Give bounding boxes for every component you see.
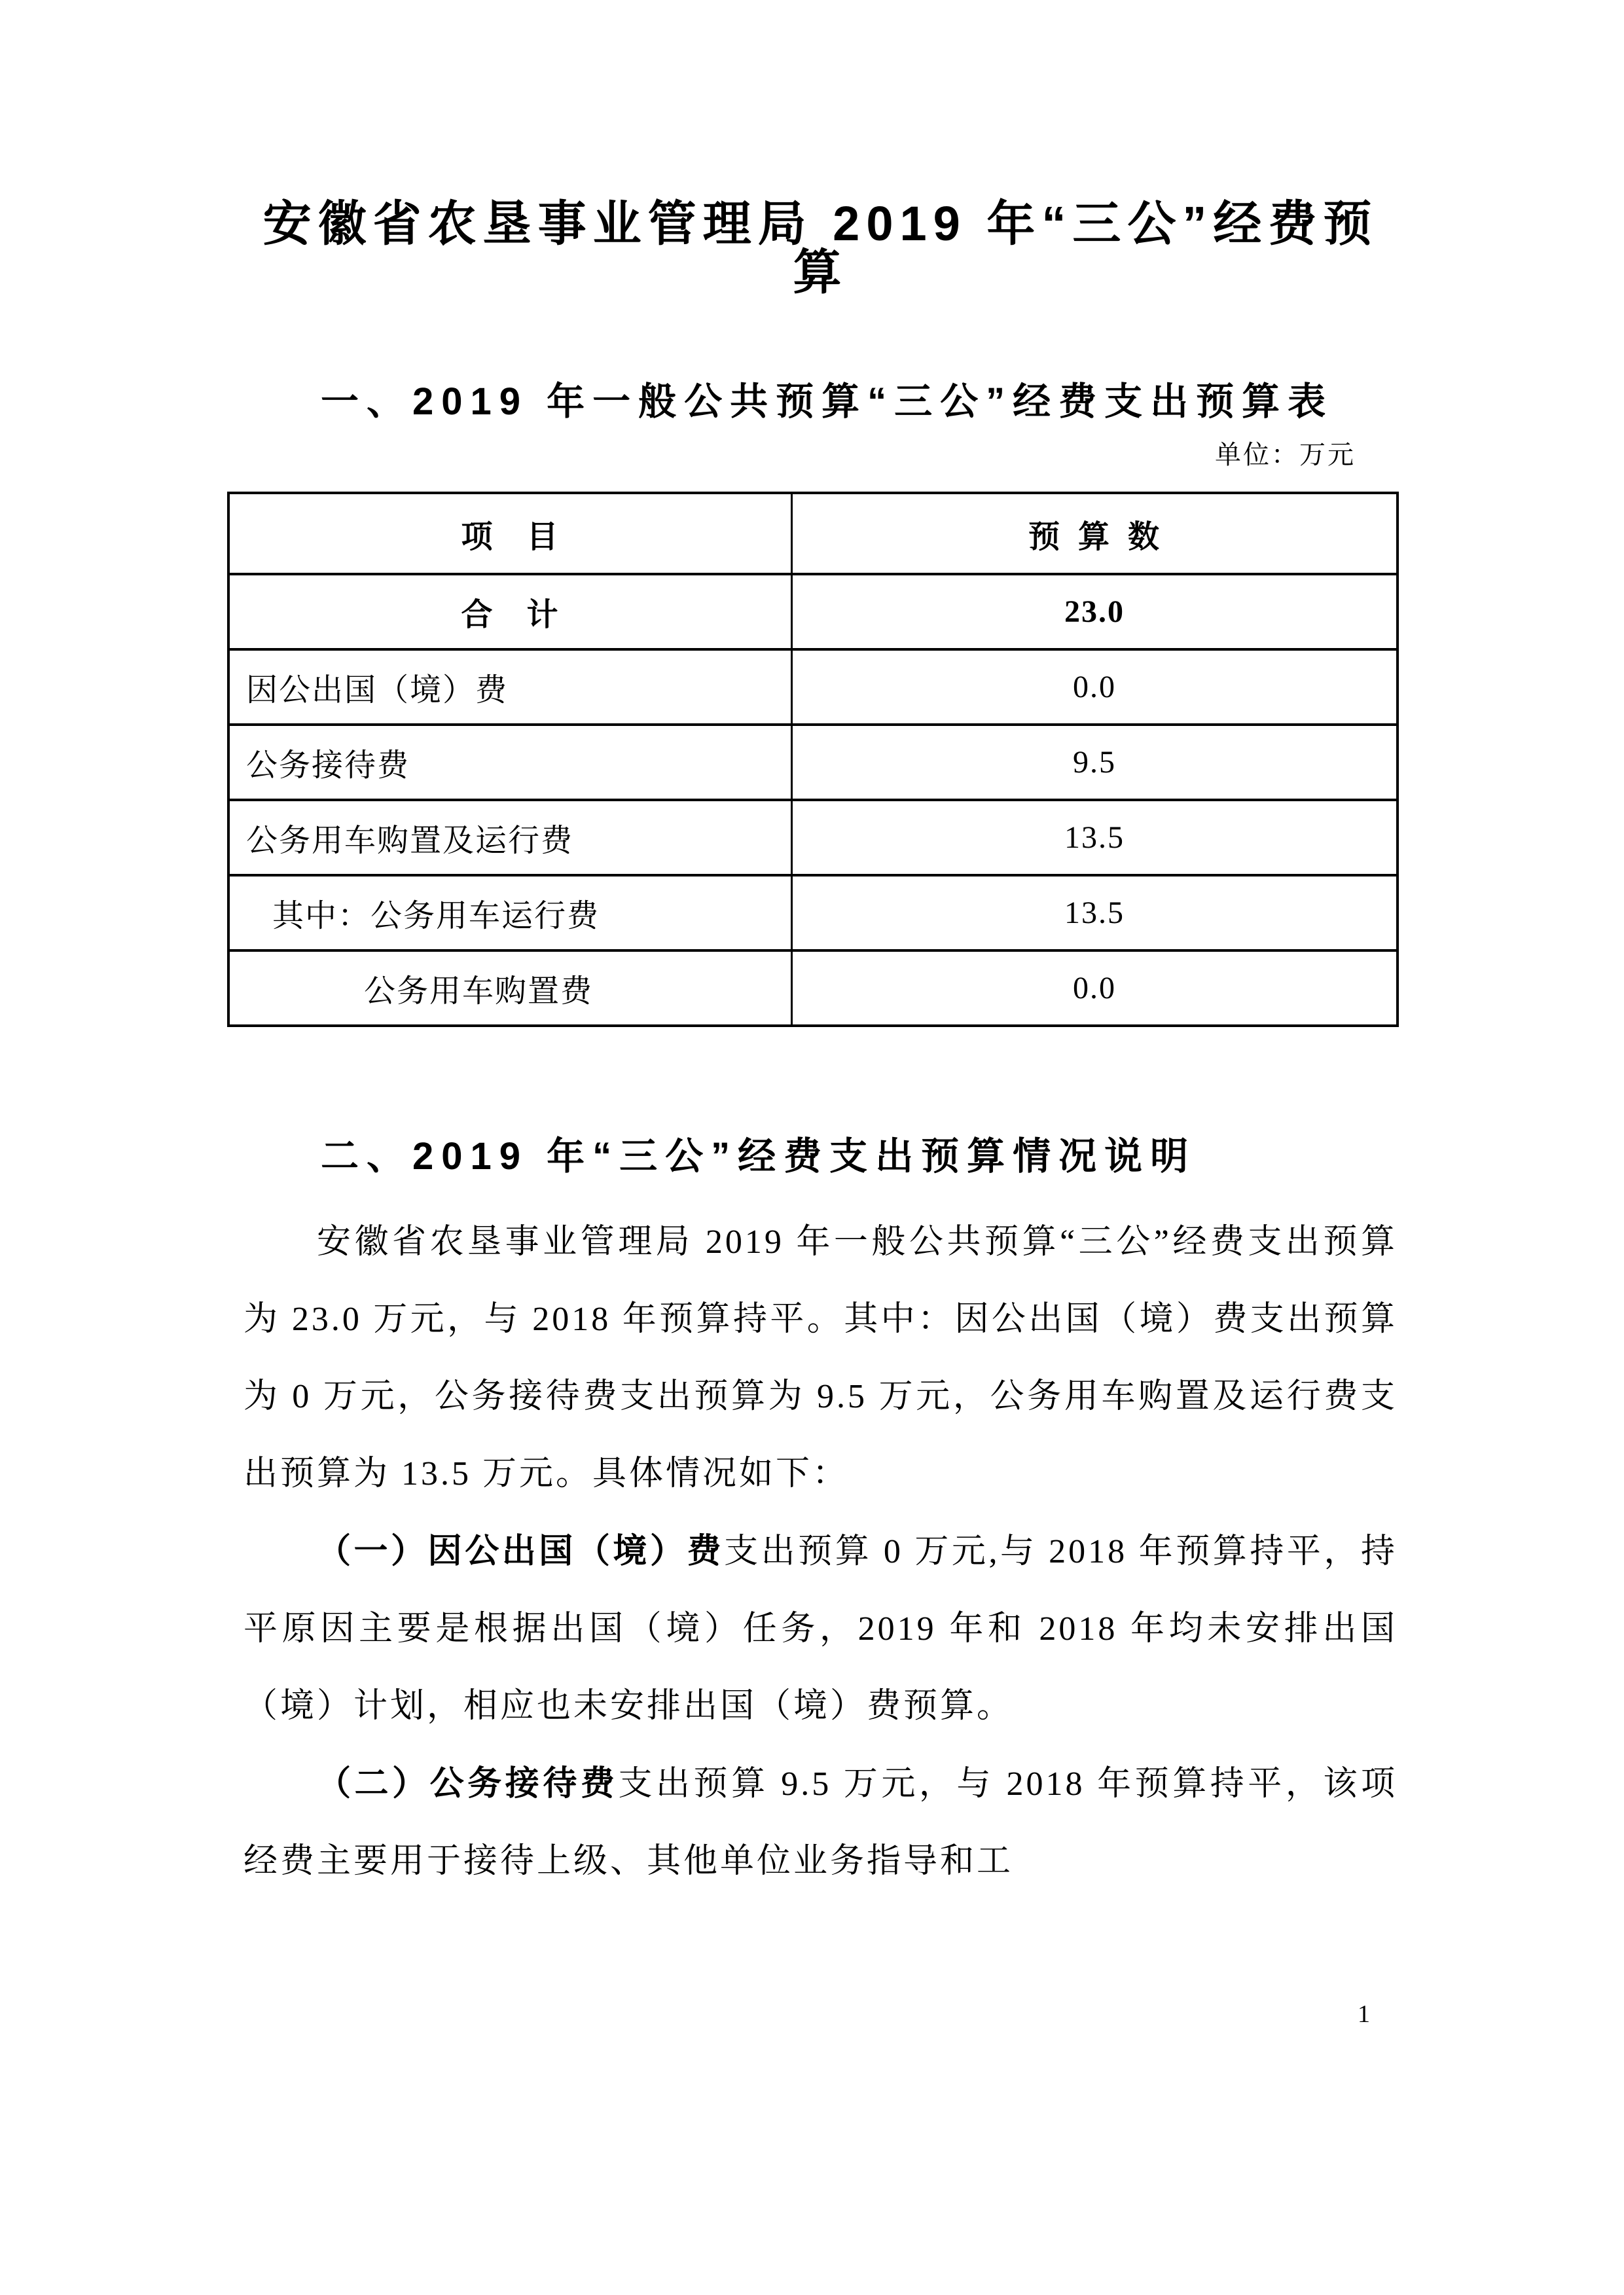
table-row <box>230 949 1396 1024</box>
paragraph-text: 支出预算 9.5 万元，与 2018 年预算持平，该项经费主要用于接待上级、其他单位业务指导和工 <box>244 1765 1398 1880</box>
table-row-value: 13.5 <box>1064 820 1125 855</box>
table-row-label: 公务接待费 <box>230 726 793 799</box>
unit-note: 单位：万元 <box>1215 440 1356 469</box>
table-row-value: 0.0 <box>1073 670 1116 704</box>
table-header-budget: 预 算 数 <box>1028 519 1161 554</box>
table-row-label: 合 计 <box>230 575 793 648</box>
document-title: 安徽省农垦事业管理局 2019 年“三公”经费预算 <box>262 196 1379 299</box>
section2-heading: 二、2019 年“三公”经费支出预算情况说明 <box>321 1135 1197 1178</box>
page-number: 1 <box>1358 2000 1370 2028</box>
table-row-label: 因公出国（境）费 <box>230 651 793 723</box>
paragraph-item-1 <box>244 1513 1398 1745</box>
table-row-label: 公务用车购置费 <box>230 952 793 1024</box>
table-row-value: 13.5 <box>1064 895 1125 930</box>
section1-heading: 一、2019 年一般公共预算“三公”经费支出预算表 <box>321 380 1334 423</box>
table-header-item: 项 目 <box>230 494 793 573</box>
paragraph-item-2 <box>244 1745 1398 1900</box>
paragraph-text: 支出预算 0 万元,与 2018 年预算持平，持平原因主要是根据出国（境）任务，2019 年和 2018 年均未安排出国（境）计划，相应也未安排出国（境）费预算。 <box>244 1533 1398 1725</box>
paragraph-overview <box>244 1204 1398 1513</box>
section2-body <box>244 1204 1398 1900</box>
budget-table <box>227 492 1399 1027</box>
paragraph-text: 安徽省农垦事业管理局 2019 年一般公共预算“三公”经费支出预算为 23.0 万元，与 2018 年预算持平。其中：因公出国（境）费支出预算为 0 万元，公务接待费支出预算为 9.5 万元，公务用车购置及运行费支出预算为 13.5 万元。具体情况如下： <box>244 1223 1398 1492</box>
paragraph-lead-bold: （一）因公出国（境）费 <box>317 1532 725 1570</box>
paragraph-lead-bold: （二）公务接待费 <box>317 1765 619 1803</box>
table-row-value: 0.0 <box>1073 971 1116 1005</box>
table-row <box>230 573 1396 648</box>
table-row <box>230 723 1396 799</box>
table-row <box>230 799 1396 874</box>
table-row-value: 23.0 <box>1064 594 1125 629</box>
table-row-label: 公务用车购置及运行费 <box>230 801 793 874</box>
table-header-row <box>230 494 1396 573</box>
table-row <box>230 874 1396 949</box>
table-row <box>230 648 1396 723</box>
table-row-value: 9.5 <box>1073 745 1116 780</box>
table-row-label: 其中：公务用车运行费 <box>230 876 793 949</box>
